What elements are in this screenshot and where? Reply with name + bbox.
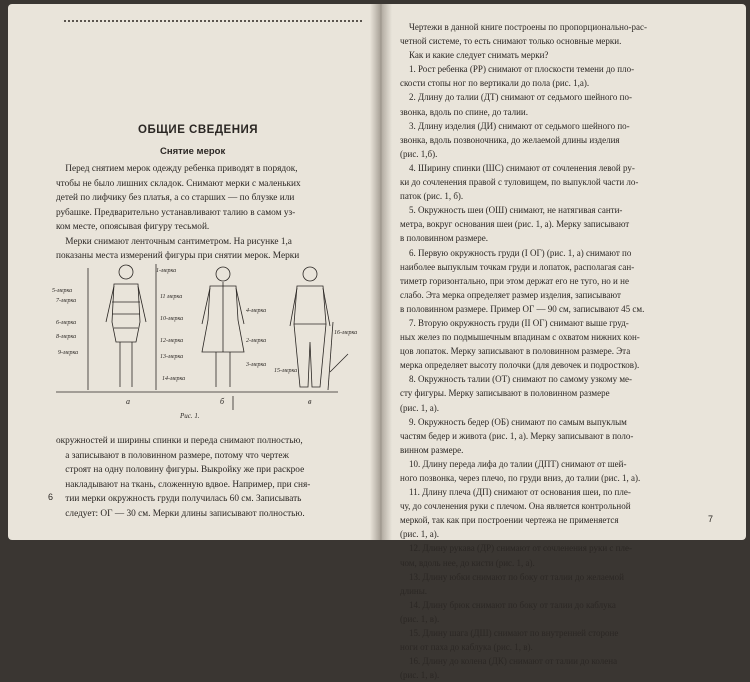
left-page: [8, 4, 380, 540]
page-number-left: 6: [48, 492, 54, 502]
label-12: 12-мерка: [160, 338, 184, 344]
label-9: 9-мерка: [58, 350, 79, 356]
label-3: 3-мерка: [246, 362, 267, 368]
label-11: 11 мерка: [160, 294, 183, 300]
label-7: 7-мерка: [56, 298, 77, 304]
left-text-top: Перед снятием мерок одежду ребенка приводят в порядок, чтобы не было лишних складок. Снимают мерки с маленьких детей по лифчику без платья, а со старших — по блузке или рубашке. Предварительно устанавливают талию в самом уз- ком месте, опоясывая фигуру тесьмой. Мерки снимают ленточным сантиметром. На рисунке 1,а показаны места измерений фигуры при снятии мерок. Мерки: [56, 164, 301, 261]
label-15: 15-мерка: [274, 368, 298, 374]
left-text-bottom: окружностей и ширины спинки и переда снимают полностью, а записывают в половинном размере, потому что чертеж строят на одну половину фигуры. Выкройку же при раскрое накладывают на ткань, сложенную вдвое. Например, при сня- тии мерки окружность груди получилась 60 см. Записывать следует: ОГ — 30 см. Мерки длины записывают полностью.: [56, 436, 311, 519]
label-4: 4-мерка: [246, 308, 267, 314]
page-number-right: 7: [708, 514, 714, 524]
section-subtitle: Снятие мерок: [160, 146, 226, 157]
measurement-figure: [48, 262, 368, 412]
label-8: 8-мерка: [56, 334, 77, 340]
label-1: 1-мерка: [156, 268, 177, 274]
figure-caption: Рис. 1.: [180, 412, 200, 420]
right-page: [380, 4, 746, 681]
figure-illustration: [48, 262, 368, 412]
decorative-dotted-rule: [64, 20, 362, 22]
label-16: 16-мерка: [334, 330, 358, 336]
label-2: 2-мерка: [246, 338, 267, 344]
label-5: 5-мерка: [52, 288, 73, 294]
label-14: 14-мерка: [162, 376, 186, 382]
label-13: 13-мерка: [160, 354, 184, 360]
label-6: 6-мерка: [56, 320, 77, 326]
label-10: 10-мерка: [160, 316, 184, 322]
right-text: Чертежи в данной книге построены по пропорционально-рас- четной системе, то есть снимают только основные мерки. Как и какие следует снимать мерки? 1. Рост ребенка (РР) снимают от плоскости темени до пло- скости стопы ног по вертикали до пола (рис. 1,а). 2. Длину до талии (ДТ) снимают от седьмого шейного по- звонка, вдоль по спине, до талии. 3. Длину изделия (ДИ) снимают от седьмого шейного по- звонка, вдоль позвоночника, до желаемой длины изделия (рис. 1,б). 4. Ширину спинки (ШС) снимают от сочленения левой ру- ки до сочленения правой с туловищем, по выпуклой части ло- паток (рис. 1, б). 5. Окружность шеи (ОШ) снимают, не натягивая санти- метра, вокруг основания шеи (рис. 1, а). Мерку записывают в половинном размере. 6. Первую окружность груди (I ОГ) (рис. 1, а) снимают по наиболее выпуклым точкам груди и лопаток, располагая сан- тиметр горизонтально, при этом держат его не туго, но и не слабо. Эта мерка определяет размер изделия, записывают в половинном размере. Пример ОГ — 90 см, записывают 45 см. 7. Вторую окружность груди (II ОГ) снимают выше груд- ных желез по подмышечным впадинам с охватом нижних кон- цов лопаток. Мерку записывают в половинном размере. Эта мерка определяет высоту полочки (для девочек и подростков). 8. Окружность талии (ОТ) снимают по самому узкому ме- сту фигуры. Мерку записывают в половинном размере (рис. 1, а). 9. Окружность бедер (ОБ) снимают по самым выпуклым частям бедер и живота (рис. 1, а). Мерку записывают в поло- винном размере. 10. Длину переда лифа до талии (ДПТ) снимают от шей- ного позвонка, через плечо, по груди вниз, до талии (рис. 1, а). 11. Длину плеча (ДП) снимают от основания шеи, по пле- чу, до сочленения руки с плечом. Она является контрольной меркой, так как при построении чертежа не применяется (рис. 1, а). 12. Длину рукава (ДР) снимают от сочленения руки с пле- чом, вдоль нее, до кисти (рис. 1, а). 13. Длину юбки снимают по боку от талии до желаемой длины. 14. Длину брюк снимают по боку от талии до каблука (рис. 1, в). 15. Длину шага (ДШ) снимают по внутренней стороне ноги от паха до каблука (рис. 1, в). 16. Длину до колена (ДК) снимают от талии до колена (рис. 1, в).: [400, 22, 647, 681]
letter-b: б: [220, 397, 225, 406]
open-book: [8, 4, 746, 681]
section-title: ОБЩИЕ СВЕДЕНИЯ: [138, 124, 259, 136]
letter-a: а: [126, 397, 130, 406]
letter-c: в: [308, 397, 312, 406]
